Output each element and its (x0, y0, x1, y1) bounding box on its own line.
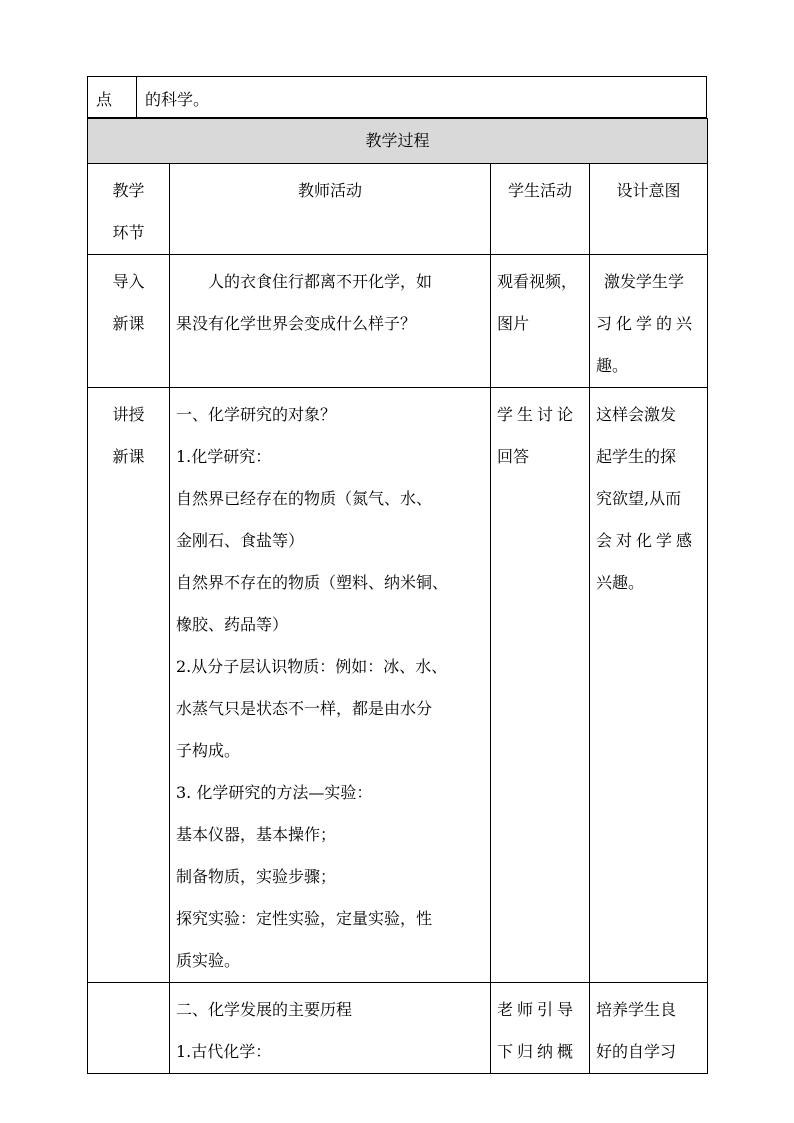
intent-cell: 培养学生良 好的自学习 (590, 983, 708, 1074)
intent-cell: 这样会激发 起学生的探 究欲望,从而 会对化学感 兴趣。 (590, 388, 708, 983)
teacher-cell: 人的衣食住行都离不开化学，如 果没有化学世界会变成什么样子？ (170, 255, 491, 388)
table-row (88, 388, 708, 983)
student-cell: 观看视频， 图片 (491, 255, 590, 388)
header-row (88, 164, 708, 255)
top-row-label: 点 (88, 77, 137, 117)
header-teacher: 教师活动 (170, 164, 491, 255)
stage-cell (88, 983, 170, 1074)
intent-cell: 激发学生学 习化学的兴 趣。 (590, 255, 708, 388)
header-stage: 教学 环节 (88, 164, 170, 255)
teacher-cell: 二、化学发展的主要历程 1.古代化学： (170, 983, 491, 1074)
student-cell: 老师引导 下归纳概 (491, 983, 590, 1074)
table-row (88, 255, 708, 388)
teacher-cell: 一、化学研究的对象？ 1.化学研究： 自然界已经存在的物质（氮气、水、 金刚石、食盐等） 自然界不存在的物质（塑料、纳米铜、 橡胶、药品等） 2.从分子层认识物质：例如：冰、水、 水蒸气只是状态不一样，都是由水分 子构成。 3. 化学研究的方法—实验： 基本仪器，基本操作； 制备物质，实验步骤； 探究实验：定性实验，定量实验，性 质实验。 (170, 388, 491, 983)
table-row (88, 983, 708, 1074)
student-cell: 学生讨论 回答 (491, 388, 590, 983)
top-row (87, 76, 707, 118)
header-intent: 设计意图 (590, 164, 708, 255)
stage-cell: 讲授 新课 (88, 388, 170, 983)
top-row-text: 的科学。 (145, 90, 210, 109)
header-student: 学生活动 (491, 164, 590, 255)
stage-cell: 导入 新课 (88, 255, 170, 388)
section-title: 教学过程 (88, 119, 708, 164)
teaching-process-table (87, 118, 708, 1074)
